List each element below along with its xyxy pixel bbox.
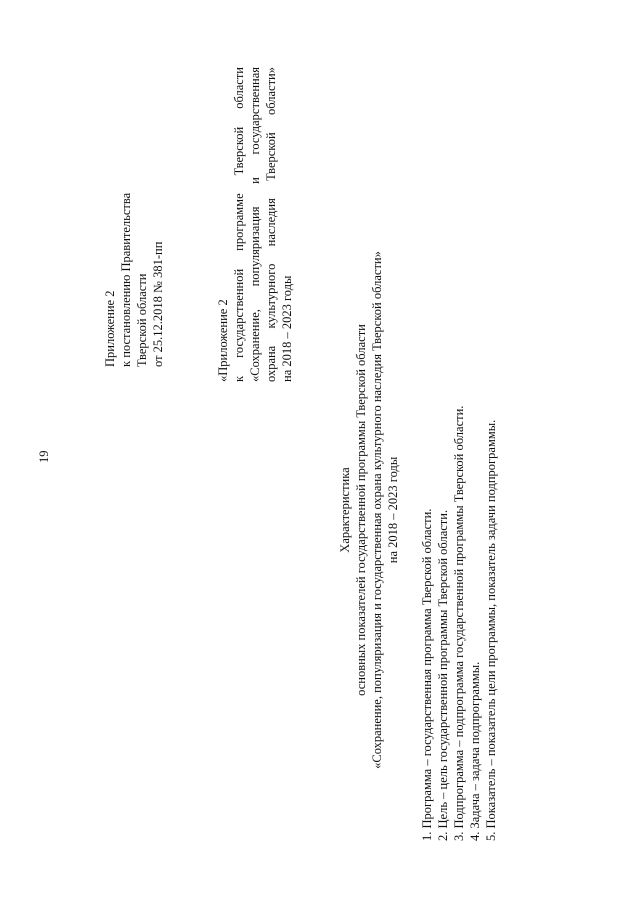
definitions-list — [419, 406, 499, 841]
definition-item: 3. Подпрограмма – подпрограмма государственной программы Тверской области. — [452, 405, 466, 841]
program-header-line: «Сохранение, популяризация и государственная — [248, 67, 262, 382]
appendix-header-line: от 25.12.2018 № 381-пп — [151, 241, 165, 367]
title-line: основных показателей государственной программы Тверской области — [354, 324, 368, 696]
title-line: Характеристика — [338, 467, 352, 553]
definition-item: 1. Программа – государственная программа Тверской области. — [420, 508, 434, 841]
definition-item: 5. Показатель – показатель цели программы, показатель задачи подпрограммы. — [484, 419, 498, 841]
title-line: на 2018 – 2023 годы — [386, 456, 400, 564]
document-title — [337, 230, 401, 790]
appendix-header-line: Приложение 2 — [103, 290, 117, 367]
page-number: 19 — [37, 450, 51, 463]
appendix-header-line: Тверской области — [135, 273, 149, 367]
program-header-line: к государственной программе Тверской области — [232, 67, 246, 382]
title-line: «Сохранение, популяризация и государственная охрана культурного наследия Тверской области» — [370, 251, 384, 769]
program-appendix-header — [215, 67, 295, 382]
definition-item: 4. Задача – задача подпрограммы. — [468, 661, 482, 841]
program-header-line: на 2018 – 2023 годы — [280, 275, 294, 382]
definition-item: 2. Цель – цель государственной программы Тверской области. — [436, 509, 450, 841]
program-header-line: охрана культурного наследия Тверской области» — [264, 67, 278, 382]
program-header-line: «Приложение 2 — [216, 299, 230, 382]
appendix-header-line: к постановлению Правительства — [119, 192, 133, 367]
appendix-header — [102, 193, 166, 367]
